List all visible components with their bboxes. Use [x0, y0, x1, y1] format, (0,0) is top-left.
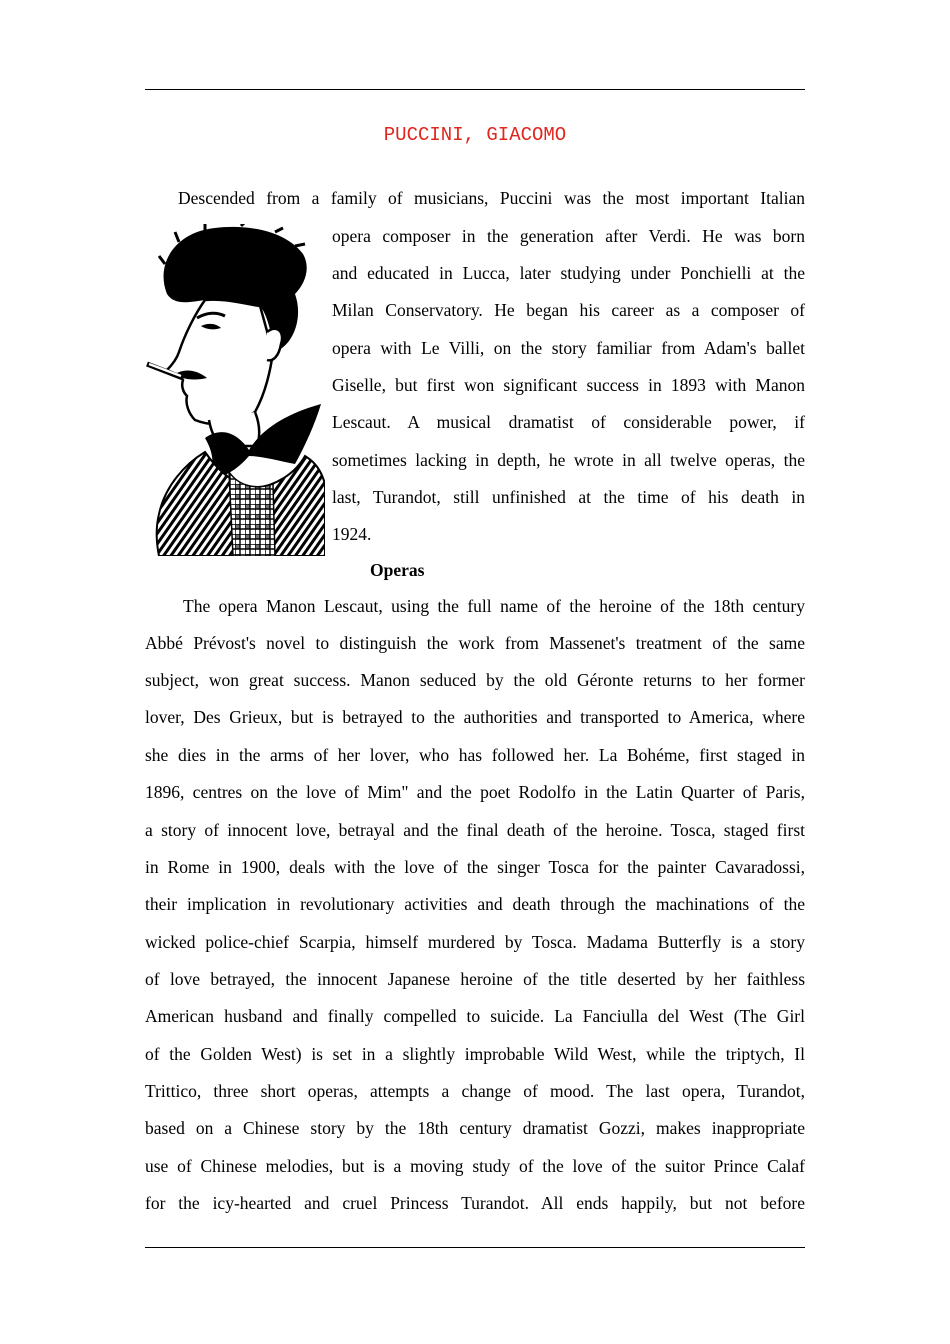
intro-line: opera with Le Villi, on the story familiar from Adam's ballet [332, 338, 805, 358]
puccini-caricature-image [145, 224, 325, 556]
intro-line: 1924. [332, 524, 372, 544]
body-line: subject, won great success. Manon seduced by the old Géronte returns to her former [145, 670, 805, 690]
body-line: for the icy-hearted and cruel Princess Turandot. All ends happily, but not before [145, 1193, 805, 1213]
body-line: a story of innocent love, betrayal and the final death of the heroine. Tosca, staged first [145, 820, 805, 840]
body-line: she dies in the arms of her lover, who has followed her. La Bohéme, first staged in [145, 745, 805, 765]
body-line: in Rome in 1900, deals with the love of the singer Tosca for the painter Cavaradossi, [145, 857, 805, 877]
intro-line: Descended from a family of musicians, Puccini was the most important Italian [178, 188, 805, 208]
intro-line: and educated in Lucca, later studying under Ponchielli at the [332, 263, 805, 283]
intro-line: opera composer in the generation after Verdi. He was born [332, 226, 805, 246]
intro-line: Lescaut. A musical dramatist of considerable power, if [332, 412, 805, 432]
intro-line: last, Turandot, still unfinished at the time of his death in [332, 487, 805, 507]
body-line: The opera Manon Lescaut, using the full name of the heroine of the 18th century [183, 596, 805, 616]
body-line: Trittico, three short operas, attempts a change of mood. The last opera, Turandot, [145, 1081, 805, 1101]
body-line: wicked police-chief Scarpia, himself murdered by Tosca. Madama Butterfly is a story [145, 932, 805, 952]
footer-rule [145, 1247, 805, 1248]
header-rule [145, 89, 805, 90]
body-line: based on a Chinese story by the 18th century dramatist Gozzi, makes inappropriate [145, 1118, 805, 1138]
body-line: of the Golden West) is set in a slightly improbable Wild West, while the triptych, Il [145, 1044, 805, 1064]
body-line: 1896, centres on the love of Mim" and the poet Rodolfo in the Latin Quarter of Paris, [145, 782, 805, 802]
body-line: their implication in revolutionary activities and death through the machinations of the [145, 894, 805, 914]
section-heading-operas: Operas [370, 560, 425, 580]
intro-line: Giselle, but first won significant success in 1893 with Manon [332, 375, 805, 395]
body-line: Abbé Prévost's novel to distinguish the work from Massenet's treatment of the same [145, 633, 805, 653]
body-line: American husband and finally compelled to suicide. La Fanciulla del West (The Girl [145, 1006, 805, 1026]
intro-line: sometimes lacking in depth, he wrote in all twelve operas, the [332, 450, 805, 470]
body-line: of love betrayed, the innocent Japanese heroine of the title deserted by her faithless [145, 969, 805, 989]
page-title: PUCCINI, GIACOMO [383, 124, 567, 146]
body-line: lover, Des Grieux, but is betrayed to the authorities and transported to America, where [145, 707, 805, 727]
body-line: use of Chinese melodies, but is a moving study of the love of the suitor Prince Calaf [145, 1156, 805, 1176]
intro-line: Milan Conservatory. He began his career as a composer of [332, 300, 805, 320]
